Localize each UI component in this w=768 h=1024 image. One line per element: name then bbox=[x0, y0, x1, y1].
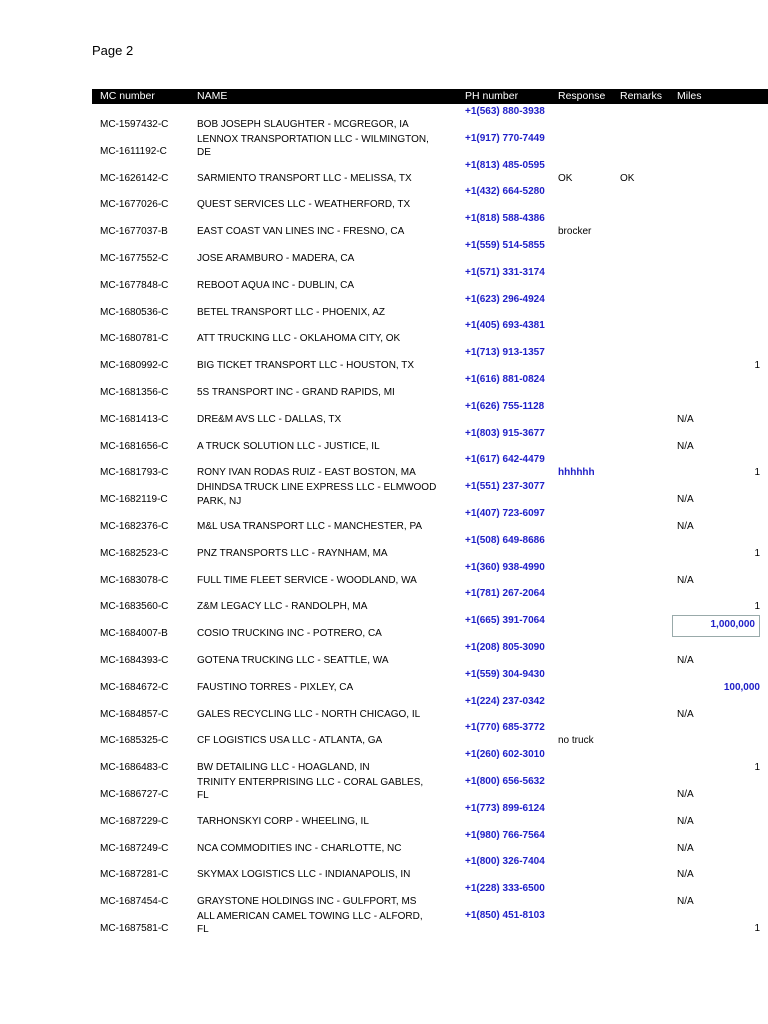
name-cell: REBOOT AQUA INC - DUBLIN, CA bbox=[197, 279, 355, 291]
name-cell: ATT TRUCKING LLC - OKLAHOMA CITY, OK bbox=[197, 333, 401, 345]
miles-cell: N/A bbox=[677, 896, 694, 908]
name-cell: LENNOX TRANSPORTATION LLC - WILMINGTON, DE bbox=[197, 133, 429, 159]
mc-number-cell: MC-1611192-C bbox=[100, 145, 167, 157]
phone-number-cell: +1(713) 913-1357 bbox=[465, 347, 545, 359]
mc-number-cell: MC-1681656-C bbox=[100, 440, 169, 452]
name-cell: A TRUCK SOLUTION LLC - JUSTICE, IL bbox=[197, 440, 380, 452]
phone-number-cell: +1(803) 915-3677 bbox=[465, 427, 545, 439]
table-row bbox=[0, 104, 768, 131]
name-cell: DHINDSA TRUCK LINE EXPRESS LLC - ELMWOOD PARK, NJ bbox=[197, 482, 437, 507]
phone-number-cell: +1(626) 755-1128 bbox=[465, 400, 545, 412]
phone-number-cell: +1(665) 391-7064 bbox=[465, 615, 545, 627]
table-row bbox=[0, 694, 768, 721]
name-cell: M&L USA TRANSPORT LLC - MANCHESTER, PA bbox=[197, 520, 423, 532]
mc-number-cell: MC-1682523-C bbox=[100, 547, 169, 559]
name-cell: GRAYSTONE HOLDINGS INC - GULFPORT, MS bbox=[197, 896, 417, 908]
table-row bbox=[0, 131, 768, 158]
name-cell: CF LOGISTICS USA LLC - ATLANTA, GA bbox=[197, 735, 383, 747]
value-cell: 1,000,000 bbox=[672, 615, 760, 637]
response-cell: brocker bbox=[558, 226, 592, 238]
name-cell: SARMIENTO TRANSPORT LLC - MELISSA, TX bbox=[197, 172, 412, 184]
miles-cell: N/A bbox=[677, 842, 694, 854]
miles-cell: N/A bbox=[677, 413, 694, 425]
name-cell: TRINITY ENTERPRISING LLC - CORAL GABLES, FL bbox=[197, 776, 424, 802]
mc-number-cell: MC-1687454-C bbox=[100, 896, 169, 908]
table-row bbox=[0, 479, 768, 506]
value-cell: 1 bbox=[754, 762, 760, 774]
response-cell: no truck bbox=[558, 735, 594, 747]
miles-cell: N/A bbox=[677, 708, 694, 720]
mc-number-cell: MC-1680992-C bbox=[100, 360, 169, 372]
mc-number-cell: MC-1677037-B bbox=[100, 226, 168, 238]
phone-number-cell: +1(813) 485-0595 bbox=[465, 159, 545, 171]
name-cell: ALL AMERICAN CAMEL TOWING LLC - ALFORD, FL bbox=[197, 910, 423, 936]
name-cell: Z&M LEGACY LLC - RANDOLPH, MA bbox=[197, 601, 368, 613]
miles-cell: N/A bbox=[677, 574, 694, 586]
phone-number-cell: +1(917) 770-7449 bbox=[465, 132, 545, 144]
mc-number-cell: MC-1597432-C bbox=[100, 119, 169, 130]
table-row bbox=[0, 345, 768, 372]
header-remarks: Remarks bbox=[620, 90, 663, 102]
name-cell: BOB JOSEPH SLAUGHTER - MCGREGOR, IA bbox=[197, 119, 409, 130]
mc-number-cell: MC-1682376-C bbox=[100, 520, 169, 532]
phone-number-cell: +1(228) 333-6500 bbox=[465, 883, 545, 895]
phone-number-cell: +1(818) 588-4386 bbox=[465, 213, 545, 225]
header-ph-number: PH number bbox=[465, 90, 519, 102]
phone-number-cell: +1(405) 693-4381 bbox=[465, 320, 545, 332]
name-cell: 5S TRANSPORT INC - GRAND RAPIDS, MI bbox=[197, 386, 395, 398]
name-cell: JOSE ARAMBURO - MADERA, CA bbox=[197, 252, 355, 264]
mc-number-cell: MC-1626142-C bbox=[100, 172, 169, 184]
mc-number-cell: MC-1683560-C bbox=[100, 601, 169, 613]
table-row bbox=[0, 586, 768, 613]
mc-number-cell: MC-1677026-C bbox=[100, 199, 169, 211]
value-cell: 1 bbox=[754, 922, 760, 934]
name-cell: SKYMAX LOGISTICS LLC - INDIANAPOLIS, IN bbox=[197, 869, 411, 881]
value-cell: 1 bbox=[754, 547, 760, 559]
name-cell: TARHONSKYI CORP - WHEELING, IL bbox=[197, 815, 369, 827]
name-cell: RONY IVAN RODAS RUIZ - EAST BOSTON, MA bbox=[197, 467, 416, 479]
mc-number-cell: MC-1681413-C bbox=[100, 413, 169, 425]
mc-number-cell: MC-1684857-C bbox=[100, 708, 169, 720]
table-row bbox=[0, 399, 768, 426]
mc-number-cell: MC-1686483-C bbox=[100, 762, 169, 774]
table-row bbox=[0, 506, 768, 533]
name-cell: FAUSTINO TORRES - PIXLEY, CA bbox=[197, 681, 354, 693]
phone-number-cell: +1(781) 267-2064 bbox=[465, 588, 545, 600]
mc-number-cell: MC-1680781-C bbox=[100, 333, 169, 345]
phone-number-cell: +1(563) 880-3938 bbox=[465, 106, 545, 117]
phone-number-cell: +1(617) 642-4479 bbox=[465, 454, 545, 466]
response-cell: hhhhhh bbox=[558, 467, 595, 479]
phone-number-cell: +1(224) 237-0342 bbox=[465, 695, 545, 707]
phone-number-cell: +1(850) 451-8103 bbox=[465, 909, 545, 921]
table-row bbox=[0, 881, 768, 908]
phone-number-cell: +1(208) 805-3090 bbox=[465, 641, 545, 653]
name-cell: DRE&M AVS LLC - DALLAS, TX bbox=[197, 413, 342, 425]
table-body bbox=[0, 104, 768, 935]
table-row bbox=[0, 533, 768, 560]
table-row bbox=[0, 265, 768, 292]
table-row bbox=[0, 560, 768, 587]
phone-number-cell: +1(980) 766-7564 bbox=[465, 829, 545, 841]
table-row bbox=[0, 318, 768, 345]
name-cell: BW DETAILING LLC - HOAGLAND, IN bbox=[197, 762, 370, 774]
table-row bbox=[0, 292, 768, 319]
name-cell: EAST COAST VAN LINES INC - FRESNO, CA bbox=[197, 226, 405, 238]
name-cell: NCA COMMODITIES INC - CHARLOTTE, NC bbox=[197, 842, 402, 854]
phone-number-cell: +1(800) 326-7404 bbox=[465, 856, 545, 868]
table-header bbox=[92, 89, 768, 104]
name-cell: PNZ TRANSPORTS LLC - RAYNHAM, MA bbox=[197, 547, 388, 559]
phone-number-cell: +1(508) 649-8686 bbox=[465, 534, 545, 546]
name-cell: FULL TIME FLEET SERVICE - WOODLAND, WA bbox=[197, 574, 417, 586]
phone-number-cell: +1(559) 304-9430 bbox=[465, 668, 545, 680]
miles-cell: N/A bbox=[677, 440, 694, 452]
header-name: NAME bbox=[197, 90, 228, 102]
mc-number-cell: MC-1683078-C bbox=[100, 574, 169, 586]
mc-number-cell: MC-1684007-B bbox=[100, 628, 168, 640]
mc-number-cell: MC-1687581-C bbox=[100, 922, 169, 934]
value-cell: 1 bbox=[754, 360, 760, 372]
table-row bbox=[0, 801, 768, 828]
phone-number-cell: +1(623) 296-4924 bbox=[465, 293, 545, 305]
table-row bbox=[0, 238, 768, 265]
table-row bbox=[0, 774, 768, 801]
mc-number-cell: MC-1687229-C bbox=[100, 815, 169, 827]
mc-number-cell: MC-1686727-C bbox=[100, 788, 169, 800]
phone-number-cell: +1(559) 514-5855 bbox=[465, 239, 545, 251]
value-cell: 100,000 bbox=[723, 681, 760, 693]
miles-cell: N/A bbox=[677, 788, 694, 800]
mc-number-cell: MC-1681793-C bbox=[100, 467, 169, 479]
table-row bbox=[0, 158, 768, 185]
name-cell: GOTENA TRUCKING LLC - SEATTLE, WA bbox=[197, 654, 389, 666]
phone-number-cell: +1(773) 899-6124 bbox=[465, 802, 545, 814]
table-row bbox=[0, 640, 768, 667]
table-row bbox=[0, 211, 768, 238]
table-row bbox=[0, 372, 768, 399]
name-cell: BIG TICKET TRANSPORT LLC - HOUSTON, TX bbox=[197, 360, 415, 372]
table-row bbox=[0, 908, 768, 935]
miles-cell: N/A bbox=[677, 494, 694, 506]
phone-number-cell: +1(360) 938-4990 bbox=[465, 561, 545, 573]
miles-cell: N/A bbox=[677, 869, 694, 881]
name-cell: COSIO TRUCKING INC - POTRERO, CA bbox=[197, 628, 382, 640]
mc-number-cell: MC-1680536-C bbox=[100, 306, 169, 318]
table-row bbox=[0, 854, 768, 881]
table-row bbox=[0, 747, 768, 774]
phone-number-cell: +1(260) 602-3010 bbox=[465, 749, 545, 761]
mc-number-cell: MC-1684672-C bbox=[100, 681, 169, 693]
name-cell: BETEL TRANSPORT LLC - PHOENIX, AZ bbox=[197, 306, 386, 318]
mc-number-cell: MC-1677848-C bbox=[100, 279, 169, 291]
mc-number-cell: MC-1687281-C bbox=[100, 869, 169, 881]
table-row bbox=[0, 452, 768, 479]
mc-number-cell: MC-1681356-C bbox=[100, 386, 169, 398]
miles-cell: N/A bbox=[677, 654, 694, 666]
header-response: Response bbox=[558, 90, 606, 102]
miles-cell: N/A bbox=[677, 815, 694, 827]
table-row bbox=[0, 828, 768, 855]
phone-number-cell: +1(770) 685-3772 bbox=[465, 722, 545, 734]
remarks-cell: OK bbox=[620, 172, 635, 184]
name-cell: GALES RECYCLING LLC - NORTH CHICAGO, IL bbox=[197, 708, 421, 720]
phone-number-cell: +1(616) 881-0824 bbox=[465, 373, 545, 385]
phone-number-cell: +1(800) 656-5632 bbox=[465, 775, 545, 787]
header-miles: Miles bbox=[677, 90, 702, 102]
miles-cell: N/A bbox=[677, 520, 694, 532]
mc-number-cell: MC-1677552-C bbox=[100, 252, 169, 264]
value-cell: 1 bbox=[754, 467, 760, 479]
phone-number-cell: +1(407) 723-6097 bbox=[465, 507, 545, 519]
page-label: Page 2 bbox=[92, 43, 134, 58]
table-row bbox=[0, 613, 768, 640]
name-cell: QUEST SERVICES LLC - WEATHERFORD, TX bbox=[197, 199, 411, 211]
table-row bbox=[0, 667, 768, 694]
mc-number-cell: MC-1685325-C bbox=[100, 735, 169, 747]
table-row bbox=[0, 720, 768, 747]
mc-number-cell: MC-1687249-C bbox=[100, 842, 169, 854]
header-mc-number: MC number bbox=[100, 90, 155, 102]
response-cell: OK bbox=[558, 172, 573, 184]
mc-number-cell: MC-1684393-C bbox=[100, 654, 169, 666]
phone-number-cell: +1(551) 237-3077 bbox=[465, 481, 545, 493]
phone-number-cell: +1(432) 664-5280 bbox=[465, 186, 545, 198]
value-cell: 1 bbox=[754, 601, 760, 613]
mc-number-cell: MC-1682119-C bbox=[100, 494, 168, 506]
phone-number-cell: +1(571) 331-3174 bbox=[465, 266, 545, 278]
table-row bbox=[0, 184, 768, 211]
table-row bbox=[0, 426, 768, 453]
